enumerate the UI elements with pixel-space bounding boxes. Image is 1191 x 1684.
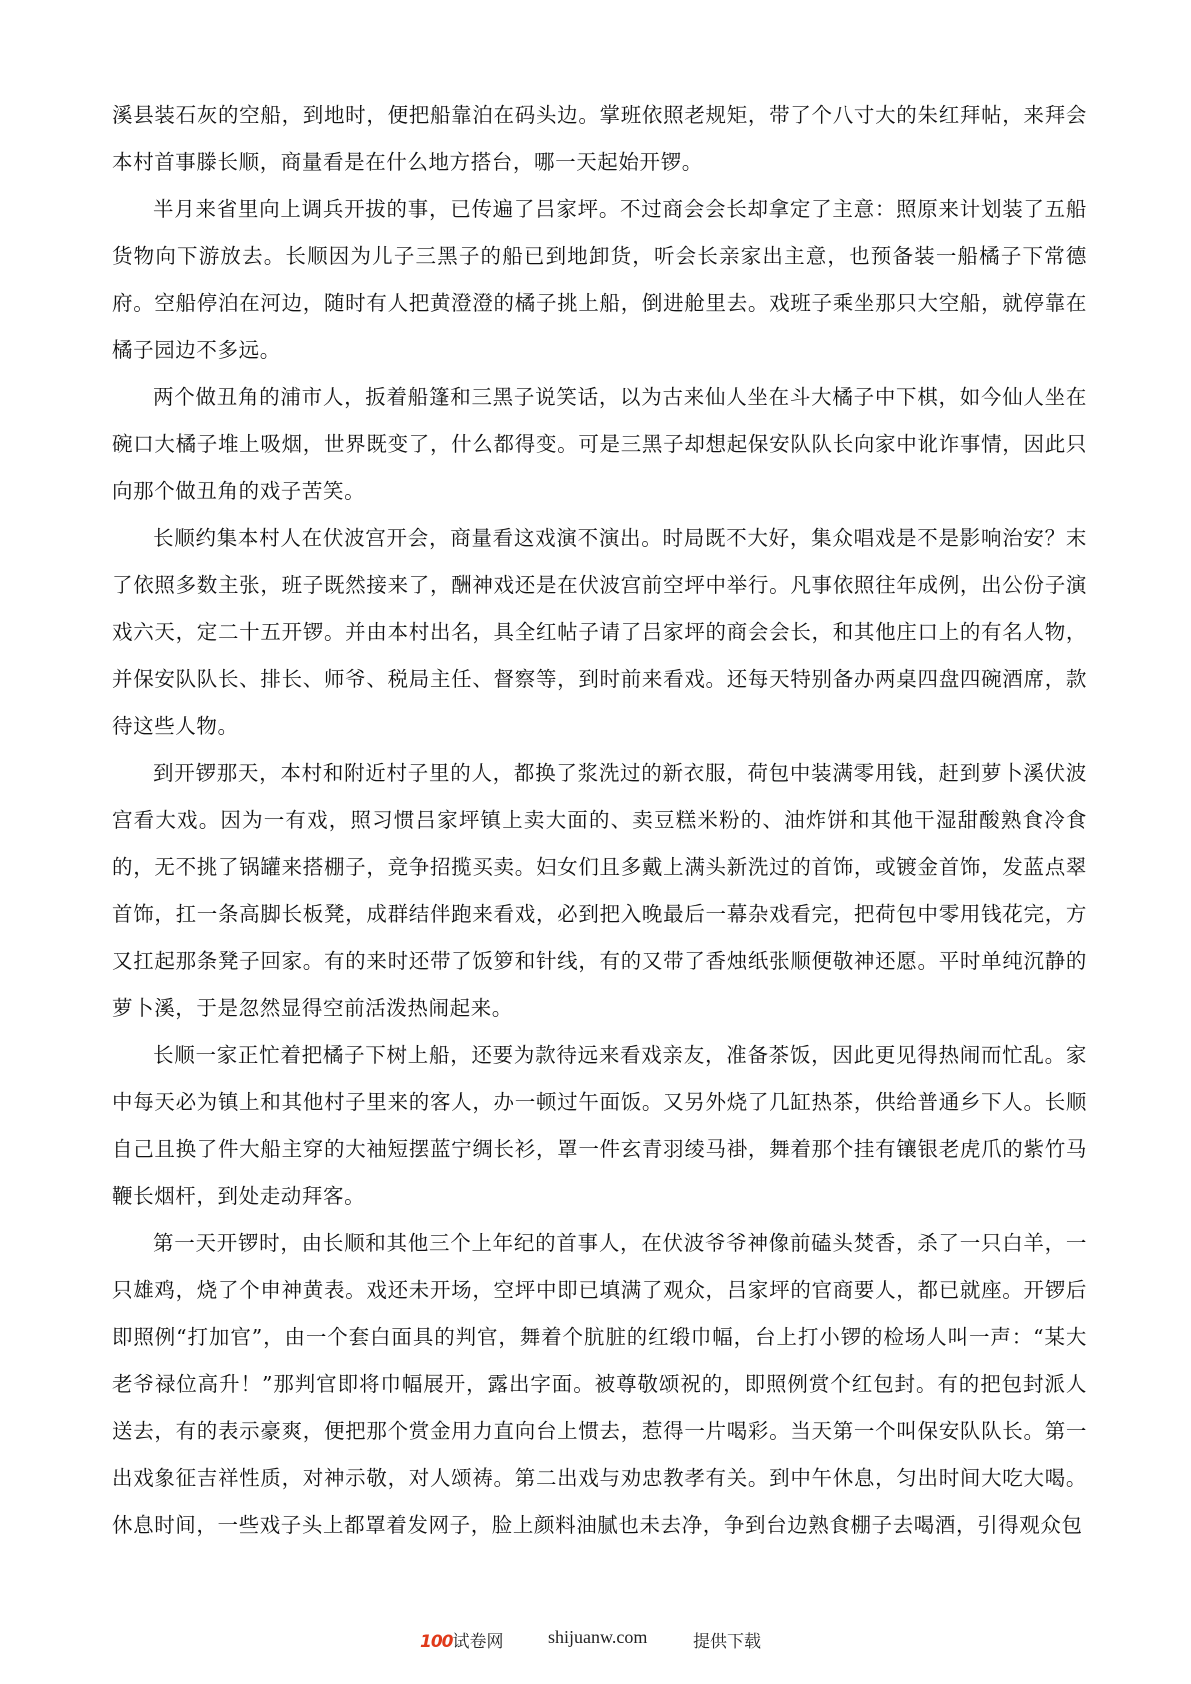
paragraph: 第一天开锣时，由长顺和其他三个上年纪的首事人，在伏波爷爷神像前磕头焚香，杀了一只白羊，一只雄鸡，烧了个申神黄表。戏还未开场，空坪中即已填满了观众，吕家坪的官商要人，都已就座。开锣后即照例“打加官”，由一个套白面具的判官，舞着个肮脏的红缎巾幅，台上打小锣的检场人叫一声：“某大老爷禄位高升！”那判官即将巾幅展开，露出字面。被尊敬颂祝的，即照例赏个红包封。有的把包封派人送去，有的表示豪爽，便把那个赏金用力直向台上惯去，惹得一片喝彩。当天第一个叫保安队队长。第一出戏象征吉祥性质，对神示敬，对人颂祷。第二出戏与劝忠教孝有关。到中午休息，匀出时间大吃大喝。休息时间，一些戏子头上都罩着发网子，脸上颜料油腻也未去净，争到台边熟食棚子去喝酒，引得观众包 — [112, 1231, 1087, 1537]
paragraph: 到开锣那天，本村和附近村子里的人，都换了浆洗过的新衣服，荷包中装满零用钱，赶到萝卜溪伏波宫看大戏。因为一有戏，照习惯吕家坪镇上卖大面的、卖豆糕米粉的、油炸饼和其他干湿甜酸熟食冷食的，无不挑了锅罐来搭棚子，竞争招揽买卖。妇女们且多戴上满头新洗过的首饰，或镀金首饰，发蓝点翠首饰，扛一条高脚长板凳，成群结伴跑来看戏，必到把入晚最后一幕杂戏看完，把荷包中零用钱花完，方又扛起那条凳子回家。有的来时还带了饭箩和针线，有的又带了香烛纸张顺便敬神还愿。平时单纯沉静的萝卜溪，于是忽然显得空前活泼热闹起来。 — [112, 761, 1087, 1020]
paragraph: 半月来省里向上调兵开拔的事，已传遍了吕家坪。不过商会会长却拿定了主意：照原来计划装了五船货物向下游放去。长顺因为儿子三黑子的船已到地卸货，听会长亲家出主意，也预备装一船橘子下常德府。空船停泊在河边，随时有人把黄澄澄的橘子挑上船，倒进舱里去。戏班子乘坐那只大空船，就停靠在橘子园边不多远。 — [112, 197, 1087, 362]
paragraph: 长顺约集本村人在伏波宫开会，商量看这戏演不演出。时局既不大好，集众唱戏是不是影响治安？末了依照多数主张，班子既然接来了，酬神戏还是在伏波宫前空坪中举行。凡事依照往年成例，出公份子演戏六天，定二十五开锣。并由本村出名，具全红帖子请了吕家坪的商会会长，和其他庄口上的有名人物，并保安队队长、排长、师爷、税局主任、督察等，到时前来看戏。还每天特别备办两桌四盘四碗酒席，款待这些人物。 — [112, 526, 1087, 738]
logo-number-icon: 100 — [420, 1632, 453, 1652]
site-logo[interactable] — [420, 1627, 504, 1652]
paragraph: 两个做丑角的浦市人，扳着船篷和三黑子说笑话，以为古来仙人坐在斗大橘子中下棋，如今仙人坐在碗口大橘子堆上吸烟，世界既变了，什么都得变。可是三黑子却想起保安队队长向家中讹诈事情，因此只向那个做丑角的戏子苦笑。 — [112, 385, 1087, 503]
article-body — [112, 92, 1087, 1549]
paragraph-continued: 溪县装石灰的空船，到地时，便把船靠泊在码头边。掌班依照老规矩，带了个八寸大的朱红拜帖，来拜会本村首事滕长顺，商量看是在什么地方搭台，哪一天起始开锣。 — [112, 103, 1087, 174]
paragraph: 长顺一家正忙着把橘子下树上船，还要为款待远来看戏亲友，准备茶饭，因此更见得热闹而忙乱。家中每天必为镇上和其他村子里来的客人，办一顿过午面饭。又另外烧了几缸热茶，供给普通乡下人。长顺自己且换了件大船主穿的大袖短摆蓝宁绸长衫，罩一件玄青羽绫马褂，舞着那个挂有镶银老虎爪的紫竹马鞭长烟杆，到处走动拜客。 — [112, 1043, 1087, 1208]
download-notice: 提供下载 — [693, 1632, 761, 1652]
logo-text: 试卷网 — [452, 1632, 504, 1652]
site-url-link[interactable]: shijuanw.com — [548, 1627, 648, 1647]
page-footer — [0, 1627, 1191, 1657]
